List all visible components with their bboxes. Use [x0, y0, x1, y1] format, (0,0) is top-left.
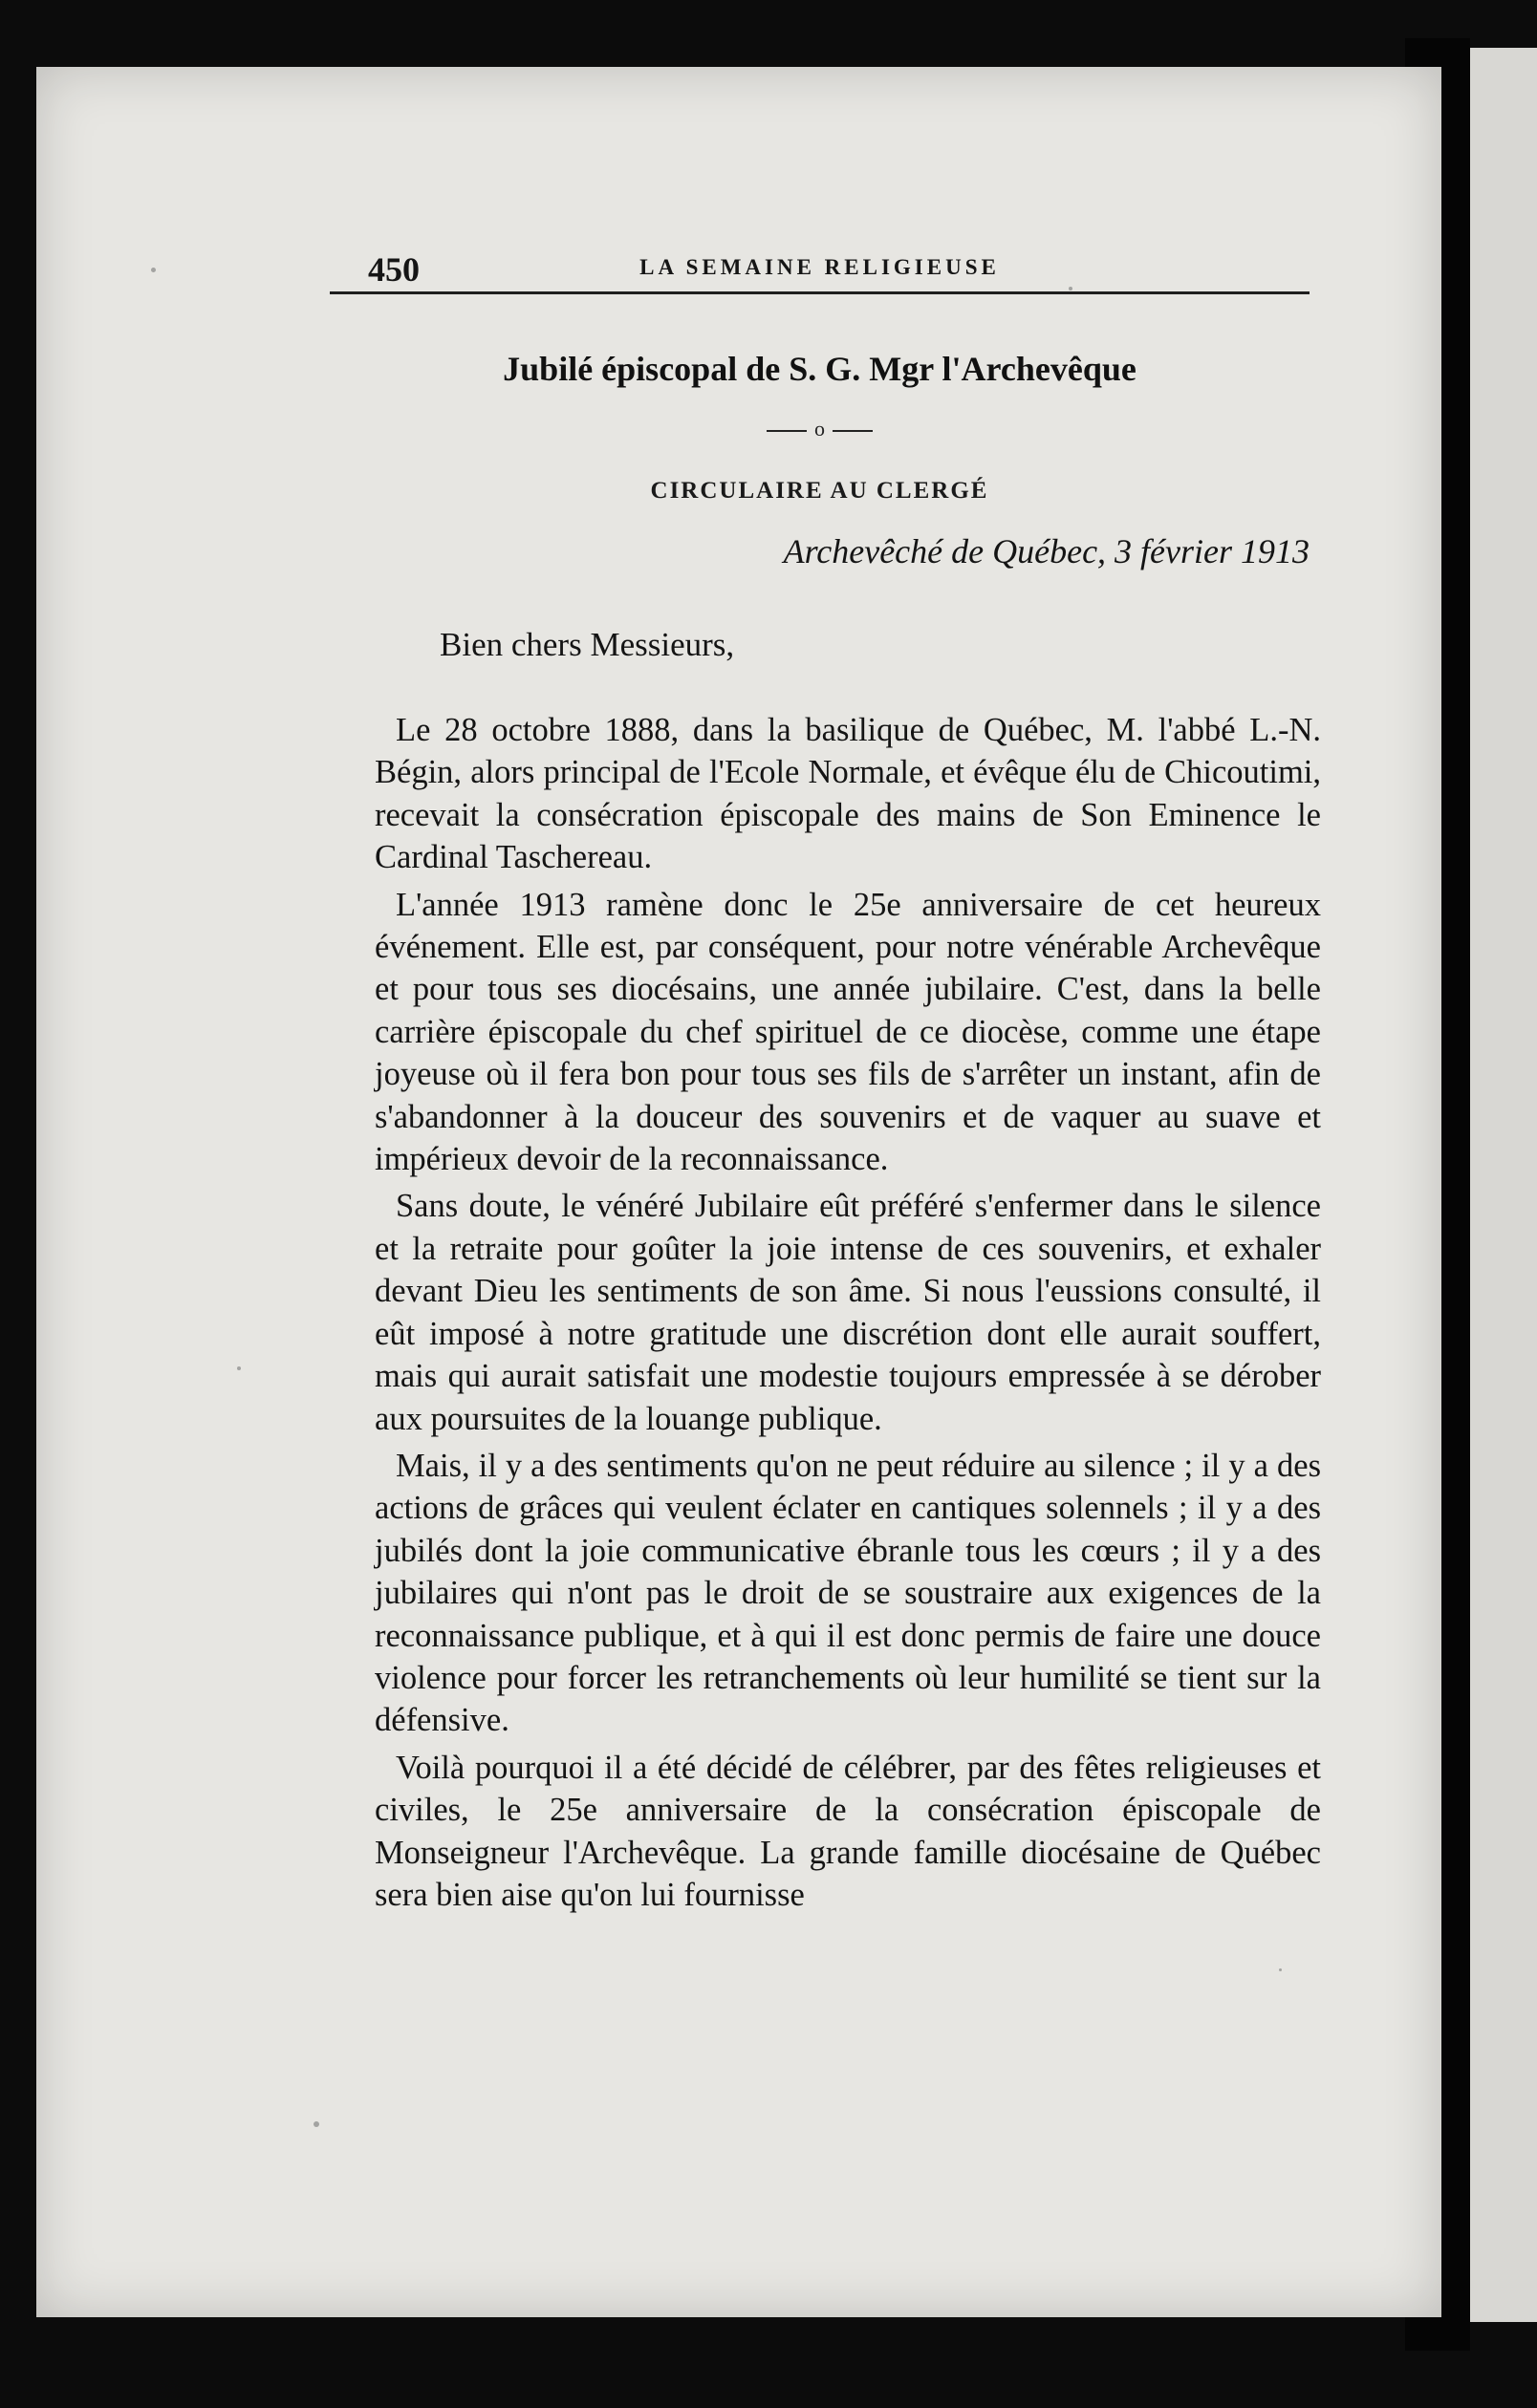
- separator-dash-left: [767, 430, 807, 432]
- title-separator: [330, 417, 1310, 441]
- paragraph: Voilà pourquoi il a été décidé de célébrer, par des fêtes religieuses et civiles, le 25e anniversaire de la consécration épiscopale de Monseigneur l'Archevêque. La grande famille diocésaine de Québec sera bien aise qu'on lui fournisse: [375, 1749, 1321, 1913]
- running-head: [330, 244, 1310, 294]
- paragraph: Sans doute, le vénéré Jubilaire eût préféré s'enfermer dans le silence et la retraite pour goûter la joie intense de ces souvenirs, et exhaler devant Dieu les sentiments de son âme. Si nous l'eussions consulté, il eût imposé à notre gratitude une discrétion dont elle aurait souffert, mais qui aurait satisfait une modestie toujours empressée à se dérober aux poursuites de la louange publique.: [375, 1188, 1321, 1437]
- page-number: 450: [368, 250, 420, 289]
- paper-speck: [314, 2121, 319, 2127]
- paragraph: Mais, il y a des sentiments qu'on ne peut réduire au silence ; il y a des actions de grâces qui veulent éclater en cantiques solennels ; il y a des jubilés dont la joie communicative ébranle tous les cœurs ; il y a des jubilaires qui n'ont pas le droit de se soustraire aux exigences de la reconnaissance publique, et à qui il est donc permis de faire une douce violence pour forcer les retranchements où leur humilité se tient sur la défensive.: [375, 1447, 1321, 1739]
- paper-speck: [237, 1366, 241, 1370]
- paragraph: Le 28 octobre 1888, dans la basilique de Québec, M. l'abbé L.-N. Bégin, alors principal de l'Ecole Normale, et évêque élu de Chicoutimi, recevait la consécration épiscopale des mains de Son Eminence le Cardinal Taschereau.: [375, 712, 1321, 876]
- separator-mark: o: [814, 417, 825, 441]
- salutation: Bien chers Messieurs,: [440, 626, 735, 663]
- paper-speck: [151, 268, 156, 272]
- article-title: Jubilé épiscopal de S. G. Mgr l'Archevêque: [503, 350, 1137, 388]
- article-body: [375, 709, 1321, 1921]
- dateline: Archevêché de Québec, 3 février 1913: [783, 532, 1310, 570]
- article-subtitle: CIRCULAIRE AU CLERGÉ: [650, 478, 989, 504]
- paper-speck: [1279, 1968, 1282, 1971]
- separator-dash-right: [833, 430, 873, 432]
- paragraph: L'année 1913 ramène donc le 25e anniversaire de cet heureux événement. Elle est, par conséquent, pour notre vénérable Archevêque et pour tous ses diocésains, une année jubilaire. C'est, dans la belle carrière épiscopale du chef spirituel de ce diocèse, comme une étape joyeuse où il fera bon pour tous ses fils de s'arrêter un instant, afin de s'abandonner à la douceur des souvenirs et de vaquer au suave et impérieux devoir de la reconnaissance.: [375, 886, 1321, 1178]
- journal-title: LA SEMAINE RELIGIEUSE: [639, 255, 1000, 279]
- facing-page-edge: [1470, 48, 1537, 2322]
